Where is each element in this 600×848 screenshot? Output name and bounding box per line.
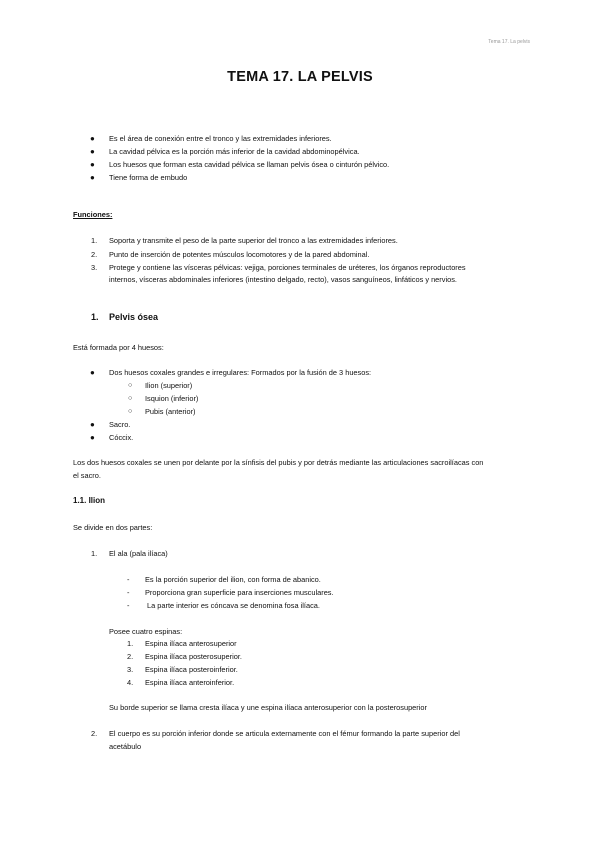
- list-item: La parte interior es cóncava se denomina fosa ilíaca.: [147, 601, 320, 610]
- list-number: 1.: [91, 236, 98, 245]
- list-number: 1.: [127, 639, 134, 648]
- running-header: Tema 17. La pelvis: [488, 39, 530, 45]
- cresta-paragraph: Su borde superior se llama cresta ilíaca y une espina ilíaca anterosuperior con la posterosuperior: [109, 703, 427, 712]
- list-item: Espina ilíaca anteroinferior.: [145, 678, 235, 687]
- list-item: Protege y contiene las vísceras pélvicas: vejiga, porciones terminales de uréteres, los órganos reproductores: [109, 263, 466, 272]
- section-intro: Está formada por 4 huesos:: [73, 343, 164, 352]
- list-item: El ala (pala ilíaca): [109, 549, 168, 558]
- list-number: 4.: [127, 678, 134, 687]
- bullet-circle-icon: ○: [128, 382, 133, 389]
- list-number: 2.: [91, 250, 98, 259]
- list-item: El cuerpo es su porción inferior donde se articula externamente con el fémur formando la parte superior del: [109, 729, 460, 738]
- list-number: 3.: [127, 665, 134, 674]
- list-number: 2.: [127, 652, 134, 661]
- sub-list-item: Isquion (inferior): [145, 394, 199, 403]
- list-item: Espina ilíaca anterosuperior: [145, 639, 237, 648]
- list-item: Tiene forma de embudo: [109, 173, 188, 182]
- paragraph-line: Los dos huesos coxales se unen por delante por la sínfisis del pubis y por detrás mediante las articulaciones sacroilíacas con: [73, 458, 484, 467]
- funciones-heading: Funciones:: [73, 210, 113, 219]
- bullet-circle-icon: ○: [128, 408, 133, 415]
- list-item-continuation: acetábulo: [109, 742, 142, 751]
- section-number: 1.: [91, 312, 99, 322]
- list-item: Cóccix.: [109, 433, 134, 442]
- list-item: Soporta y transmite el peso de la parte superior del tronco a las extremidades inferiores.: [109, 236, 398, 245]
- list-item: Es el área de conexión entre el tronco y las extremidades inferiores.: [109, 134, 332, 143]
- paragraph-line: el sacro.: [73, 471, 101, 480]
- list-item: Proporciona gran superficie para inserciones musculares.: [145, 588, 334, 597]
- bullet-dash-icon: -: [127, 588, 130, 597]
- list-item: La cavidad pélvica es la porción más inferior de la cavidad abdominopélvica.: [109, 147, 360, 156]
- sub-list-item: Ilion (superior): [145, 381, 193, 390]
- list-number: 1.: [91, 549, 98, 558]
- page-title: TEMA 17. LA PELVIS: [227, 69, 373, 85]
- sub-list-item: Pubis (anterior): [145, 407, 196, 416]
- list-item: Punto de inserción de potentes músculos locomotores y de la pared abdominal.: [109, 250, 370, 259]
- list-item-continuation: internos, vísceras abdominales inferiores (intestino delgado, recto), vasos sanguíneos, linfáticos y nervios.: [109, 275, 457, 284]
- bullet-dot-icon: ●: [90, 433, 95, 442]
- list-item: Sacro.: [109, 420, 131, 429]
- bullet-dot-icon: ●: [90, 160, 95, 169]
- espinas-intro: Posee cuatro espinas:: [109, 627, 183, 636]
- list-item: Espina ilíaca posteroinferior.: [145, 665, 238, 674]
- bullet-dot-icon: ●: [90, 368, 95, 377]
- subsection-intro: Se divide en dos partes:: [73, 523, 153, 532]
- list-number: 2.: [91, 729, 98, 738]
- bullet-circle-icon: ○: [128, 395, 133, 402]
- bullet-dash-icon: -: [127, 575, 130, 584]
- bullet-dot-icon: ●: [90, 420, 95, 429]
- bullet-dot-icon: ●: [90, 147, 95, 156]
- bullet-dot-icon: ●: [90, 173, 95, 182]
- bullet-dash-icon: -: [127, 601, 130, 610]
- list-item: Los huesos que forman esta cavidad pélvica se llaman pelvis ósea o cinturón pélvico.: [109, 160, 390, 169]
- section-heading: Pelvis ósea: [109, 312, 159, 322]
- list-item: Es la porción superior del ilion, con forma de abanico.: [145, 575, 321, 584]
- list-item: Dos huesos coxales grandes e irregulares: Formados por la fusión de 3 huesos:: [109, 368, 372, 377]
- list-item: Espina ilíaca posterosuperior.: [145, 652, 242, 661]
- list-number: 3.: [91, 263, 98, 272]
- bullet-dot-icon: ●: [90, 134, 95, 143]
- subsection-heading: 1.1. Ilion: [73, 496, 106, 505]
